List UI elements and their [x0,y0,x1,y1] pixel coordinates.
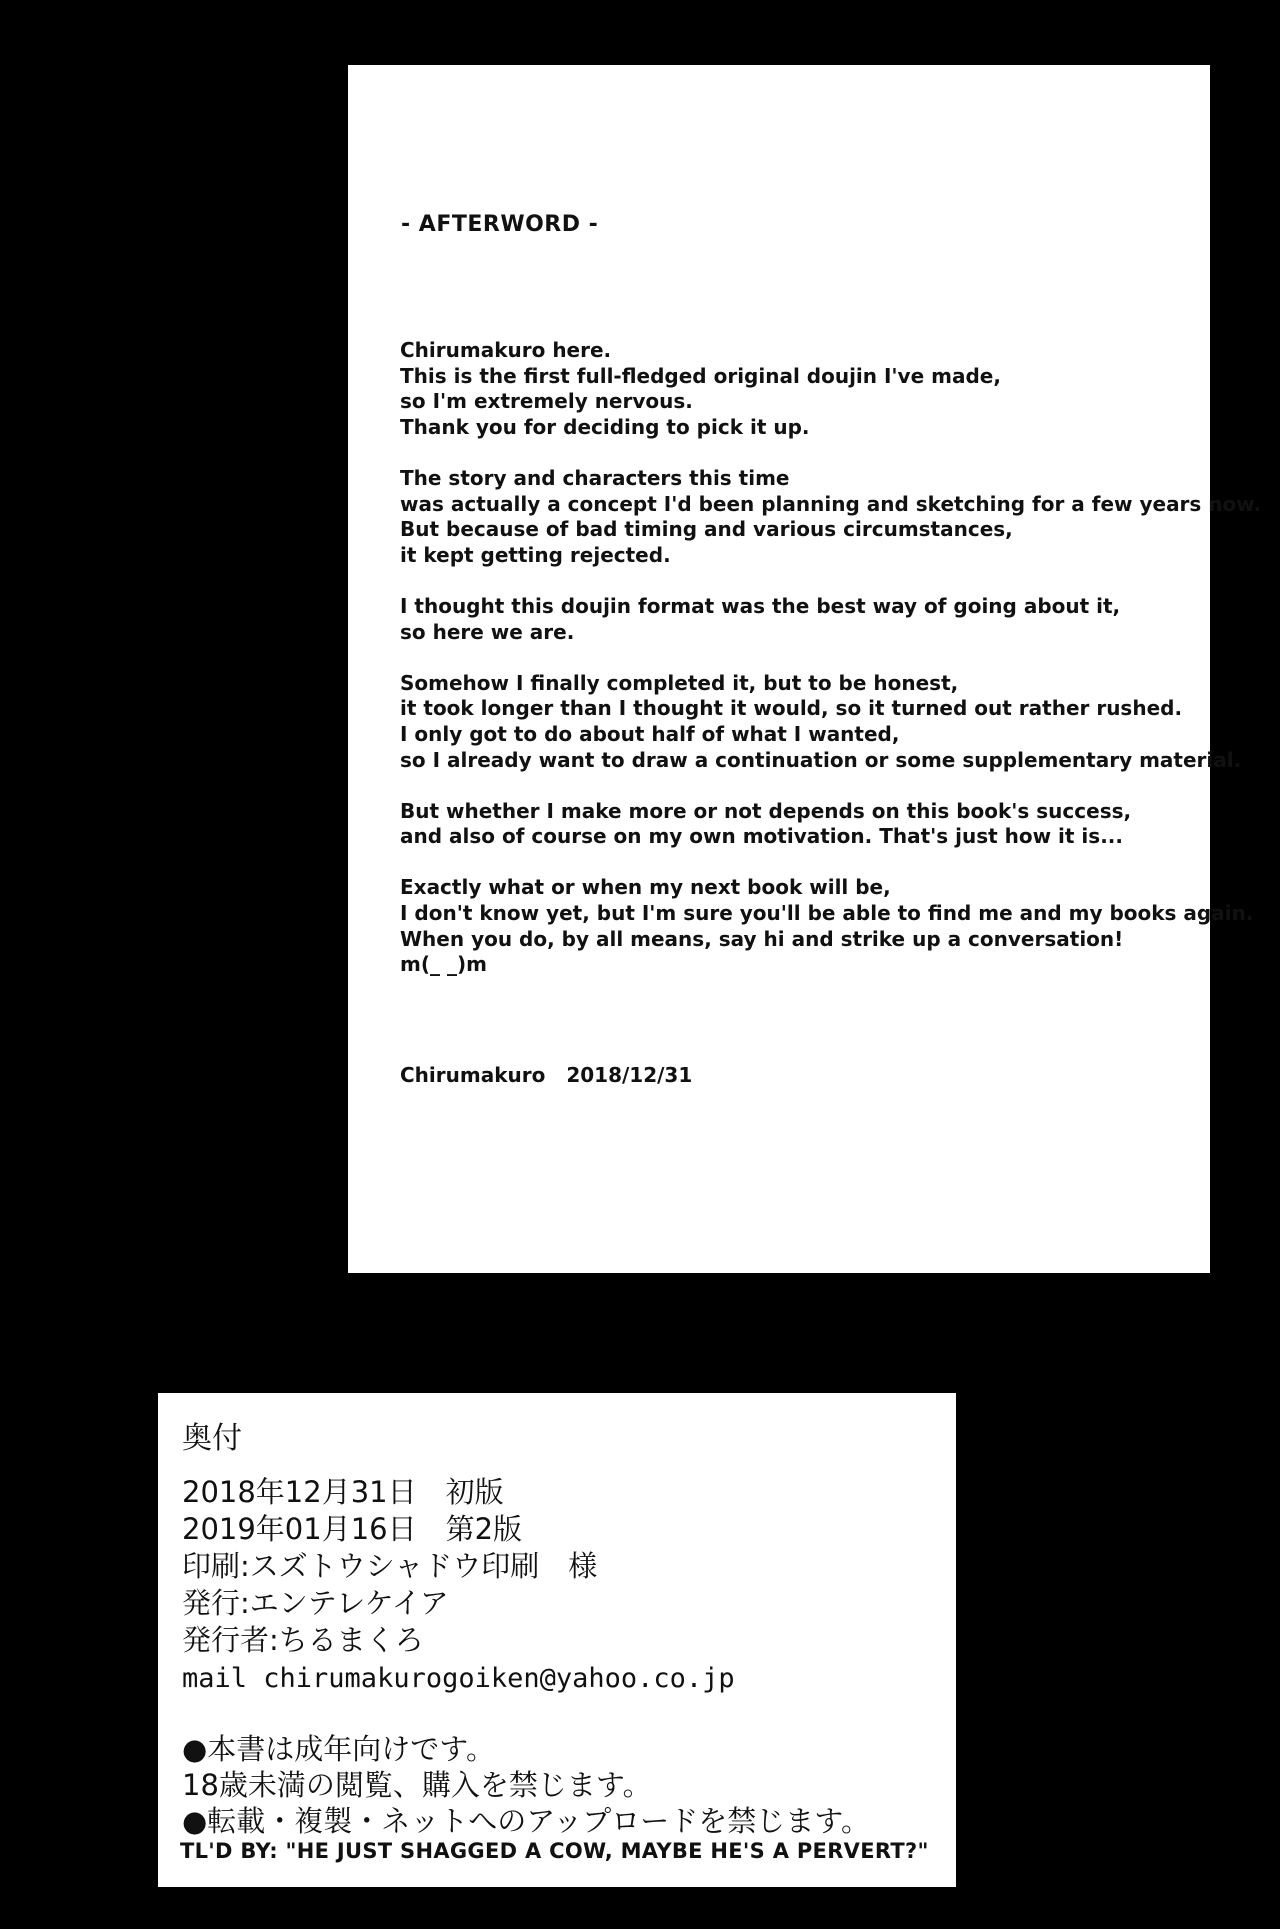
afterword-line: But whether I make more or not depends on this book's success, [400,798,1132,823]
reproduction-notice: ●転載・複製・ネットへのアップロードを禁じます。 [182,1804,870,1838]
adult-notice: ●本書は成年向けです。 [182,1732,495,1766]
first-edition-date: 2018年12月31日 初版 [182,1475,504,1509]
afterword-heading: - AFTERWORD - [401,212,599,237]
afterword-paragraph [400,465,1262,568]
afterword-line: it kept getting rejected. [400,542,671,567]
signature-name: Chirumakuro [400,1063,546,1087]
publisher-line: 発行:エンテレケイア [182,1586,449,1620]
colophon-notices [182,1731,870,1839]
afterword-paragraph [400,670,1242,773]
second-edition-date: 2019年01月16日 第2版 [182,1512,523,1546]
afterword-body [400,338,1262,1003]
afterword-line: so here we are. [400,619,575,644]
afterword-line: it took longer than I thought it would, so it turned out rather rushed. [400,696,1183,721]
age-restriction-notice: 18歳未満の閲覧、購入を禁じます。 [182,1768,652,1802]
contact-email: mail chirumakurogoiken@yahoo.co.jp [182,1663,735,1694]
afterword-line: I only got to do about half of what I wanted, [400,721,900,746]
afterword-line: This is the first full-fledged original doujin I've made, [400,363,1001,388]
afterword-paragraph [400,594,1190,645]
afterword-line: was actually a concept I'd been planning and sketching for a few years now. [400,491,1262,516]
afterword-line: Exactly what or when my next book will be, [400,875,891,900]
afterword-page [348,65,1262,1273]
afterword-line: I don't know yet, but I'm sure you'll be able to find me and my books again. [400,901,1254,926]
afterword-line: m(_ _)m [400,952,487,977]
afterword-line: But because of bad timing and various circumstances, [400,517,1013,542]
printer-line: 印刷:スズトウシャドウ印刷 様 [182,1549,598,1583]
colophon-title: 奥付 [182,1421,242,1456]
afterword-line: so I'm extremely nervous. [400,389,693,414]
colophon-page [158,1393,956,1887]
afterword-line: Somehow I finally completed it, but to be honest, [400,670,959,695]
afterword-paragraph [400,338,1190,440]
signature-date: 2018/12/31 [566,1063,693,1087]
afterword-line: I thought this doujin format was the best way of going about it, [400,593,1121,618]
colophon-publication-info [182,1474,597,1659]
afterword-paragraph [400,799,1190,850]
translator-credit: TL'D BY: "HE JUST SHAGGED A COW, MAYBE HE'S A PERVERT?" [180,1839,929,1863]
afterword-line: When you do, by all means, say hi and strike up a conversation! [400,926,1124,951]
afterword-line: and also of course on my own motivation. That's just how it is... [400,824,1123,849]
afterword-signature [400,1063,692,1087]
afterword-paragraph [400,875,1254,977]
afterword-line: Thank you for deciding to pick it up. [400,414,810,439]
afterword-line: The story and characters this time [400,465,790,490]
author-line: 発行者:ちるまくろ [182,1623,424,1657]
afterword-line: Chirumakuro here. [400,338,612,362]
afterword-line: so I already want to draw a continuation or some supplementary material. [400,747,1242,772]
